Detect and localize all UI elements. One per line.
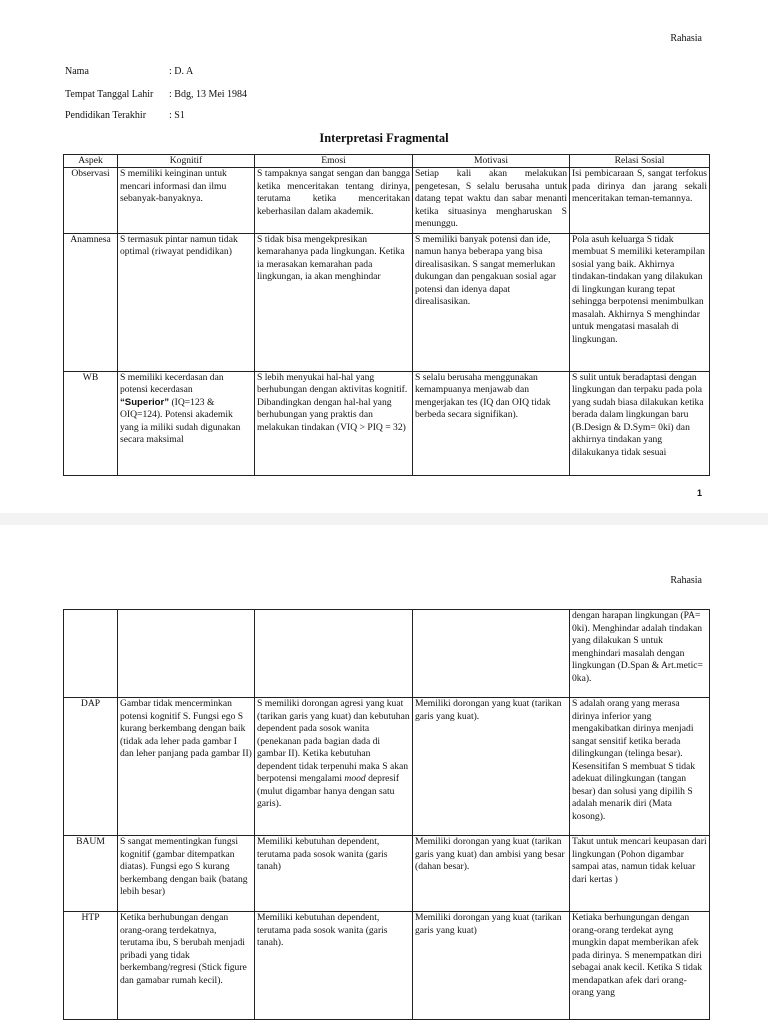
aspek-cell: HTP (64, 912, 118, 1020)
column-header: Kognitif (118, 155, 255, 168)
interpretation-table-page-2 (63, 609, 710, 1020)
table-row (64, 836, 710, 912)
nama-label: Nama (65, 66, 89, 77)
relasi-cell: Takut untuk mencari keupasan dari lingkungan (Pohon digambar sampai atas, namun tidak keluar dari kertas ) (570, 836, 710, 912)
page-number: 1 (696, 488, 702, 498)
kognitif-cell (118, 371, 255, 475)
kognitif-text-b: (IQ=123 & OIQ=124). Potensi akademik yang ia miliki sudah digunakan secara maksimal (120, 396, 241, 445)
aspek-cell: Anamnesa (64, 233, 118, 371)
info-nama (65, 66, 193, 77)
relasi-cell: dengan harapan lingkungan (PA= 0ki). Menghindar adalah tindakan yang dilakukan S untuk menghindari masalah dengan lingkungan (D.Span & Art.metic= 0ka). (570, 610, 710, 698)
emosi-cell: S tampaknya sangat sengan dan bangga ketika menceritakan tentang dirinya, terutama ketika menceritakan keberhasilan dalam akademik. (255, 168, 413, 234)
table-row (64, 912, 710, 1020)
relasi-cell: Isi pembicaraan S, sangat terfokus pada dirinya dan jarang sekali menceritakan teman-temannya. (570, 168, 710, 234)
motivasi-cell: Memiliki dorongan yang kuat (tarikan garis yang kuat). (413, 698, 570, 836)
pendidikan-label: Pendidikan Terakhir (65, 110, 147, 121)
kognitif-cell (118, 610, 255, 698)
kognitif-cell: S memiliki keinginan untuk mencari informasi dan ilmu sebanyak-banyaknya. (118, 168, 255, 234)
aspek-cell: DAP (64, 698, 118, 836)
column-header: Motivasi (413, 155, 570, 168)
emosi-cell (255, 698, 413, 836)
aspek-cell: Observasi (64, 168, 118, 234)
table-row (64, 371, 710, 475)
relasi-cell: S sulit untuk beradaptasi dengan lingkungan dan terpaku pada pola yang sudah biasa dilakukan ketika berada dalam lingkungan baru (B.Design & D.Sym= 0ki) dan akhirnya tindakan yang dilakukanya tidak sesuai (570, 371, 710, 475)
emosi-text-b: depresif (mulut digambar hanya dengan satu garis). (257, 773, 400, 809)
relasi-cell: Pola asuh keluarga S tidak membuat S memiliki keterampilan sosial yang baik. Akhirnya tindakan-tindakan yang dilakukan di lingkungan kurang tepat sehingga berpotensi menimbulkan masalah. Akhirnya S menghindar untuk mengatasi masalah di lingkungan. (570, 233, 710, 371)
confidential-label: Rahasia (670, 575, 702, 586)
interpretation-table-page-1 (63, 154, 710, 476)
kognitif-cell: Gambar tidak mencerminkan potensi kognitif S. Fungsi ego S kurang berkembang dengan baik (tidak ada leher pada gambar I dan leher panjang pada gambar II) (118, 698, 255, 836)
motivasi-cell (413, 610, 570, 698)
confidential-label: Rahasia (670, 33, 702, 44)
pendidikan-value: : S1 (169, 110, 185, 121)
ttl-value: : Bdg, 13 Mei 1984 (169, 89, 248, 100)
kognitif-cell: S sangat mementingkan fungsi kognitif (gambar ditempatkan diatas). Fungsi ego S kurang berkembang dengan baik (batang lebih besar) (118, 836, 255, 912)
column-header: Emosi (255, 155, 413, 168)
table-row (64, 698, 710, 836)
aspek-cell (64, 610, 118, 698)
info-ttl (65, 89, 247, 100)
motivasi-cell: S selalu berusaha menggunakan kemampuanya menjawab dan mengerjakan tes (IQ dan OIQ tidak berbeda secara signifikan). (413, 371, 570, 475)
table-row (64, 168, 710, 234)
aspek-cell: BAUM (64, 836, 118, 912)
emosi-cell: S tidak bisa mengekpresikan kemarahanya pada lingkungan. Ketika ia merasakan kemarahan pada lingkungan, ia akan menghindar (255, 233, 413, 371)
relasi-cell: Ketiaka berhungungan dengan orang-orang terdekat ayng mungkin dapat memberikan afek pada dirinya. S menempatkan diri sebagai anak kecil. Ketika S tidak mendapatkan afek dari orang-orang yang (570, 912, 710, 1020)
aspek-cell: WB (64, 371, 118, 475)
document-title: Interpretasi Fragmental (319, 131, 449, 145)
ttl-label: Tempat Tanggal Lahir (65, 89, 154, 100)
kognitif-text-a: S memiliki kecerdasan dan potensi kecerdasan (120, 371, 224, 395)
motivasi-cell: Setiap kali akan melakukan pengetesan, S selalu berusaha untuk datang tepat waktu dan sabar menanti ketika situasinya mengharuskan S menunggu. (413, 168, 570, 234)
table-row (64, 233, 710, 371)
superior-label: “Superior” (120, 396, 170, 408)
info-pendidikan (65, 110, 185, 121)
relasi-cell: S adalah orang yang merasa dirinya inferior yang mengakibatkan dirinya menjadi sangat sensitif ketika berada dilingkungan (telinga besar). Kesensitifan S membuat S tidak adekuat dilingkungan (tangan besar) dan solusi yang dipilih S adalah menarik diri (Mata kosong). (570, 698, 710, 836)
kognitif-cell: S termasuk pintar namun tidak optimal (riwayat pendidikan) (118, 233, 255, 371)
nama-value: : D. A (169, 66, 194, 77)
motivasi-cell: Memiliki dorongan yang kuat (tarikan garis yang kuat) dan ambisi yang besar (dahan besar). (413, 836, 570, 912)
column-header: Aspek (64, 155, 118, 168)
emosi-text-a: S memiliki dorongan agresi yang kuat (tarikan garis yang kuat) dan kebutuhan dependent pada sosok wanita (penekanan pada bagian dada di gambar II). Ketika kebutuhan dependent tidak terpenuhi maka S akan berpotensi mengalami (257, 698, 410, 784)
motivasi-cell: Memiliki dorongan yang kuat (tarikan garis yang kuat) (413, 912, 570, 1020)
table-row (64, 610, 710, 698)
document-page-2 (0, 525, 768, 1024)
emosi-cell (255, 610, 413, 698)
motivasi-cell: S memiliki banyak potensi dan ide, namun hanya beberapa yang bisa direalisasikan. S sangat memerlukan dukungan dan pengakuan sosial agar potensi dan idenya dapat direalisasikan. (413, 233, 570, 371)
emosi-cell: S lebih menyukai hal-hal yang berhubungan dengan aktivitas kognitif. Dibandingkan dengan hal-hal yang berhubungan yang praktis dan melakukan tindakan (VIQ > PIQ = 32) (255, 371, 413, 475)
table-header-row (64, 155, 710, 168)
column-header: Relasi Sosial (570, 155, 710, 168)
emosi-cell: Memiliki kebutuhan dependent, terutama pada sosok wanita (garis tanah) (255, 836, 413, 912)
emosi-cell: Memiliki kebutuhan dependent, terutama pada sosok wanita (garis tanah). (255, 912, 413, 1020)
kognitif-cell: Ketika berhubungan dengan orang-orang terdekatnya, terutama ibu, S berubah menjadi pribadi yang tidak berkembang/regresi (Stick figure dan gamabar rumah kecil). (118, 912, 255, 1020)
mood-italic: mood (344, 773, 366, 784)
